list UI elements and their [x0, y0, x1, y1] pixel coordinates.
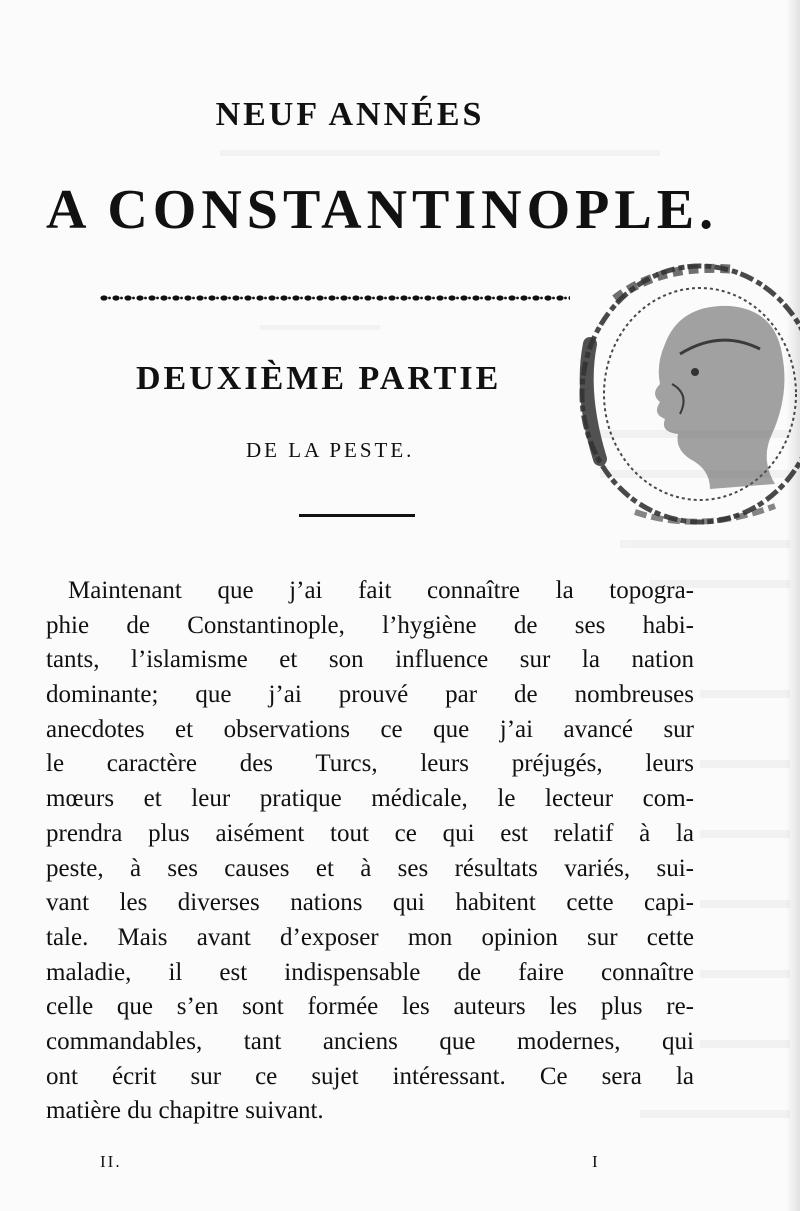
text-line: ont écrit sur ce sujet intéressant. Ce sera la [46, 1062, 694, 1090]
book-title-line2: A CONSTANTINOPLE. [46, 179, 719, 241]
body-paragraph [46, 574, 694, 1129]
text-line: mœurs et leur pratique médicale, le lecteur com- [46, 785, 694, 813]
text-line: phie de Constantinople, l’hygiène de ses habi- [46, 611, 694, 639]
ornamental-divider [100, 293, 570, 303]
text-line: commandables, tant anciens que modernes, qui [46, 1027, 694, 1055]
text-line: maladie, il est indispensable de faire connaître [46, 958, 694, 986]
library-stamp [560, 244, 800, 544]
text-line: dominante; que j’ai prouvé par de nombreuses [46, 681, 694, 709]
text-line: peste, à ses causes et à ses résultats variés, sui- [46, 854, 694, 882]
text-line: vant les diverses nations qui habitent cette capi- [46, 889, 694, 917]
part-subtitle: DE LA PESTE. [246, 438, 415, 462]
text-line: tants, l’islamisme et son influence sur la nation [46, 646, 694, 674]
short-divider [299, 514, 415, 517]
text-line: Maintenant que j’ai fait connaître la topogra- [68, 577, 694, 604]
text-line: prendra plus aisément tout ce qui est relatif à la [46, 819, 694, 847]
book-title-line1: NEUF ANNÉES [215, 96, 485, 133]
text-line: le caractère des Turcs, leurs préjugés, leurs [46, 750, 694, 778]
part-title: DEUXIÈME PARTIE [136, 360, 502, 397]
text-line: celle que s’en sont formée les auteurs les plus re- [46, 993, 694, 1021]
page-number: I [592, 1152, 598, 1171]
text-line: anecdotes et observations ce que j’ai avancé sur [46, 715, 694, 743]
text-line: matière du chapitre suivant. [46, 1097, 324, 1125]
text-line: tale. Mais avant d’exposer mon opinion sur cette [46, 923, 694, 951]
portrait-seal-icon [582, 266, 800, 522]
page-edge-shadow [786, 0, 800, 1211]
signature-mark: II. [100, 1152, 122, 1171]
